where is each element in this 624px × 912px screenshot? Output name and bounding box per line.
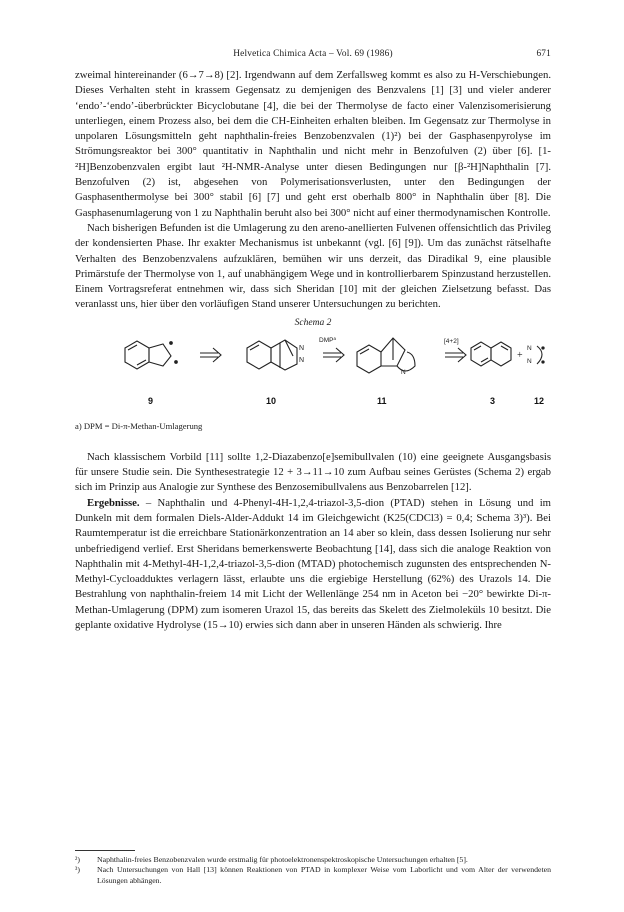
footnotes — [75, 855, 551, 886]
svg-text:+: + — [517, 349, 523, 361]
paragraph-4 — [75, 496, 551, 634]
arrow-3 — [445, 348, 466, 362]
scheme-drawing — [75, 326, 551, 424]
paragraph-2: Nach bisherigen Befunden ist die Umlagerung zu den areno-anellierten Fulvenen offensichtlich das Privileg der kondensierten Phase. Ihr exakter Mechanismus ist unbekannt (vgl. [6] [9]). Um das zunächst rätselhafte Verhalten des Benzobenzvalens aufzuklären, bemühen wir uns derzeit, das Diradikal 9, eine plausible Primärstufe der Thermolyse von 1, auf unabhängigem Wege und in kontrollierbarem Spinzustand herzustellen. Einem Vortragsreferat entnehmen wir, dass sich Sheridan [10] mit der gleichen Zielsetzung befasst. Das veranlasst uns, hier über den vorläufigen Stand unserer Untersuchungen zu berichten. — [75, 221, 551, 311]
svg-text:[4+2]: [4+2] — [444, 337, 459, 345]
svg-text:N: N — [527, 357, 532, 365]
arrow-1 — [200, 348, 221, 362]
running-header — [75, 49, 551, 63]
arrow-2 — [323, 348, 344, 362]
svg-text:N: N — [401, 368, 406, 376]
dpm-note-marker: a) — [75, 420, 82, 431]
footnote-2-text: Naphthalin-freies Benzobenzvalen wurde erstmalig für photoelektronenspektroskopische Untersuchungen erhalten [5]. — [97, 855, 468, 864]
label-12: 12 — [534, 395, 545, 406]
structure-12 — [537, 346, 544, 364]
structure-11 — [357, 338, 415, 373]
scheme-2 — [75, 314, 551, 424]
label-3: 3 — [490, 395, 496, 406]
section-heading: Ergebnisse. — [87, 496, 140, 509]
structure-3 — [471, 342, 511, 366]
article-body — [75, 68, 551, 633]
page-number: 671 — [536, 49, 551, 59]
footnote-2 — [75, 855, 551, 865]
label-11: 11 — [377, 395, 387, 406]
structure-9 — [125, 341, 177, 369]
svg-text:DMPa: DMP$^a$ — [319, 335, 336, 344]
paragraph-4-text: – Naphthalin und 4-Phenyl-4H-1,2,4-triazol-3,5-dion (PTAD) stehen in Lösung und im Dunkeln mit dem formalen Diels-Alder-Addukt 14 im Gleichgewicht (K25(CDCl3) = 0,4; Schema 3)³). Bei Raumtemperatur ist die erreichbare Stationärkonzentration an 14 aber so klein, dass dessen Isolierung nur sehr unbefriedigend verlief. Erst Sheridans bemerkenswerte Beobachtung [14], dass sich die analoge Reaktion von Naphthalin mit 4-Methyl-4H-1,2,4-triazol-3,5-dion (MTAD) photochemisch zugunsten des entsprechenden N-Methyl-Cycloadduktes verlagern lässt, erlaubte uns die ergiebige Herstellung (62%) des Urazols 14. Die Bestrahlung von naphthalin-freiem 14 mit Licht der Wellenlänge 254 nm in Aceton bei −20° bewirkte Di-π-Methan-Umlagerung (DPM) zum isomeren Urazol 15, das bereits das Skelett des Zielmoleküls 10 besitzt. Die geplante oxidative Hydrolyse (15→10) erwies sich dann aber in unseren Händen als schwierig. Ihre — [75, 496, 551, 632]
footnote-3 — [75, 865, 551, 886]
paragraph-1: zweimal hintereinander (6→7→8) [2]. Irgendwann auf dem Zerfallsweg kommt es also zu H-Verschiebungen. Dieses Verhalten steht in krassem Gegensatz zu demjenigen des Benzvalens [1] [3] und vieler anderer ‘endo’-‘endo’-überbrückter Bicyclobutane [4], die bei der Thermolyse de facto einer Valenzisomerisierung unterliegen, einem Prozess also, bei dem die CH-Einheiten erhalten bleiben. Im Gegensatz zur Thermolyse in unpolaren Lösungsmitteln geht naphthalin-freies Benzobenzvalen (1)²) bei der Gasphasenpyrolyse im Strömungsreaktor bei 300° quantitativ in Naphthalin und nicht mehr in Benzofulven (2) über [6]. [1-²H]Benzobenzvalen ergibt laut ²H-NMR-Analyse unter diesen Bedingungen nur [β-²H]Naphthalin [7]. Benzofulven (2) ist, abgesehen von Polymerisationsverlusten, unter den Bedingungen der Gasphasenthermolyse bei 300° stabil [6] [7] und geht erst oberhalb 800° in Naphthalin über [8]. Die Gasphasenumlagerung von 1 zu Naphthalin beruht also bei 300° nicht auf einer thermodynamischen Kontrolle. — [75, 69, 551, 219]
svg-text:N: N — [299, 356, 305, 364]
svg-text:N: N — [299, 344, 305, 352]
svg-text:N: N — [527, 344, 532, 352]
scheme-title: Schema 2 — [294, 317, 332, 328]
footnote-3-text: Nach Untersuchungen von Hall [13] können Reaktionen von PTAD in komplexer Weise vom Laborlicht und vom Alter der verwendeten Lösungen abhängen. — [97, 865, 551, 885]
footnote-2-marker: ²) — [75, 855, 80, 864]
footnote-rule — [75, 850, 135, 851]
structure-10 — [247, 340, 297, 370]
journal-title: Helvetica Chimica Acta – Vol. 69 (1986) — [233, 49, 393, 59]
label-10: 10 — [266, 395, 277, 406]
dpm-note-text: DPM = Di-π-Methan-Umlagerung — [83, 420, 203, 431]
paragraph-3: Nach klassischem Vorbild [11] sollte 1,2-Diazabenzo[e]semibullvalen (10) eine geeignete Ausgangsbasis für unsere Studie sein. Die Synthesestrategie 12 + 3→11→10 zum Aufbau seines Gerüstes (Schema 2) ergab sich im Prinzip aus Analogie zur Synthese des Benzosemibullvalens aus Benzobarrelen [12]. — [75, 450, 551, 494]
label-9: 9 — [148, 395, 154, 406]
footnote-3-marker: ³) — [75, 865, 80, 875]
